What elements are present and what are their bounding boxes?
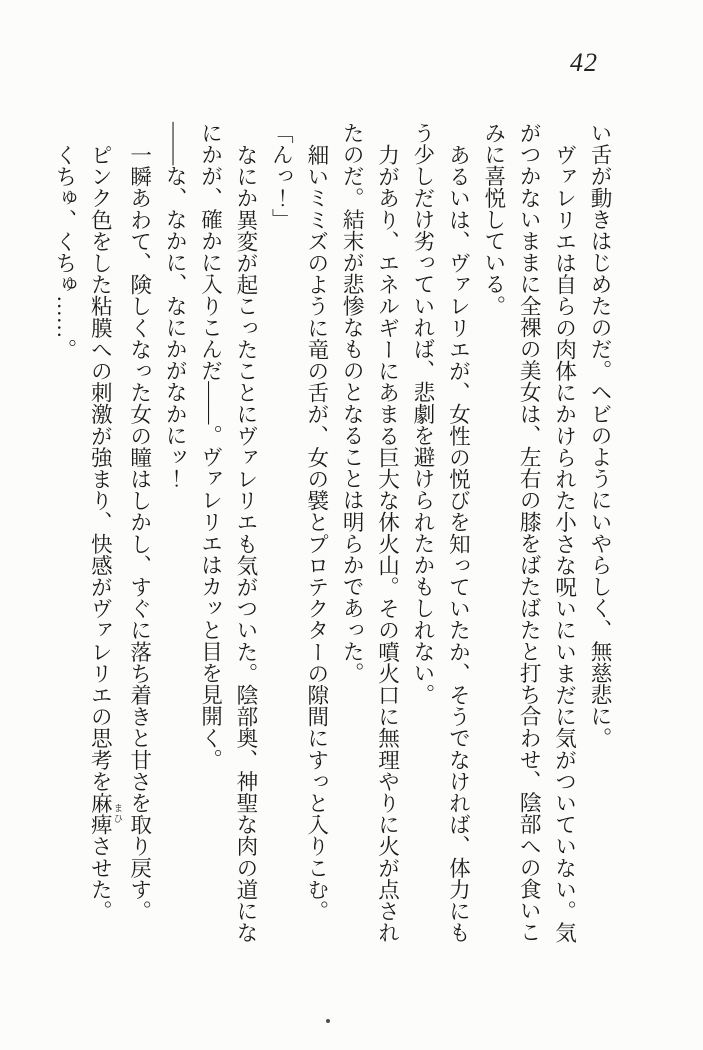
page-number: 42 bbox=[570, 48, 598, 77]
text-column: ヴァレリエは自らの肉体にかけられた小さな呪いにいまだに気がついていない。気 bbox=[552, 143, 577, 943]
text-column: がつかないままに全裸の美女は、左右の膝をばたばたと打ち合わせ、陰部への食いこ bbox=[517, 122, 542, 943]
text-column: くちゅ、くちゅ……。 bbox=[52, 143, 77, 360]
text-column bbox=[82, 122, 121, 958]
furigana-ruby: 麻痺 まひ bbox=[88, 791, 122, 835]
text-column: 一瞬あわて、険しくなった女の瞳はしかし、すぐに落ち着きと甘さを取り戻す。 bbox=[127, 143, 152, 922]
text-column: 力があり、エネルギーにあまる巨大な休火山。その噴火口に無理やりに火が点され bbox=[375, 143, 400, 943]
text-column: にかが、確かに入りこんだ――。ヴァレリエはカッと目を見開く。 bbox=[198, 122, 223, 770]
print-artifact-dot bbox=[326, 1019, 330, 1023]
text-column: 「んっ！」 bbox=[269, 122, 294, 230]
text-column: い舌が動きはじめたのだ。ヘビのようにいやらしく、無慈悲に。 bbox=[588, 122, 612, 749]
text-column: あるいは、ヴァレリエが、女性の悦びを知っていたか、そうでなければ、体力にも bbox=[446, 143, 471, 943]
text-column: 細いミミズのように竜の舌が、女の襞とプロテクターの隙間にすっと入りこむ。 bbox=[304, 143, 329, 922]
ruby-before-text: ピンク色をした粘膜への刺激が強まり、快感がヴァレリエの思考を bbox=[88, 143, 113, 792]
text-column: ――な、なかに、なにかがなかにッ！ bbox=[163, 122, 188, 490]
ruby-after-text: させた。 bbox=[88, 834, 113, 922]
text-column: たのだ。結末が悲惨なものとなることは明らかであった。 bbox=[340, 122, 365, 684]
text-column: う少しだけ劣っていれば、悲劇を避けられたかもしれない。 bbox=[410, 122, 435, 706]
text-column: なにか異変が起こったことにヴァレリエも気がついた。陰部奥、神聖な肉の道にな bbox=[233, 143, 258, 943]
text-block bbox=[47, 122, 618, 958]
text-column: みに喜悦している。 bbox=[481, 122, 506, 317]
